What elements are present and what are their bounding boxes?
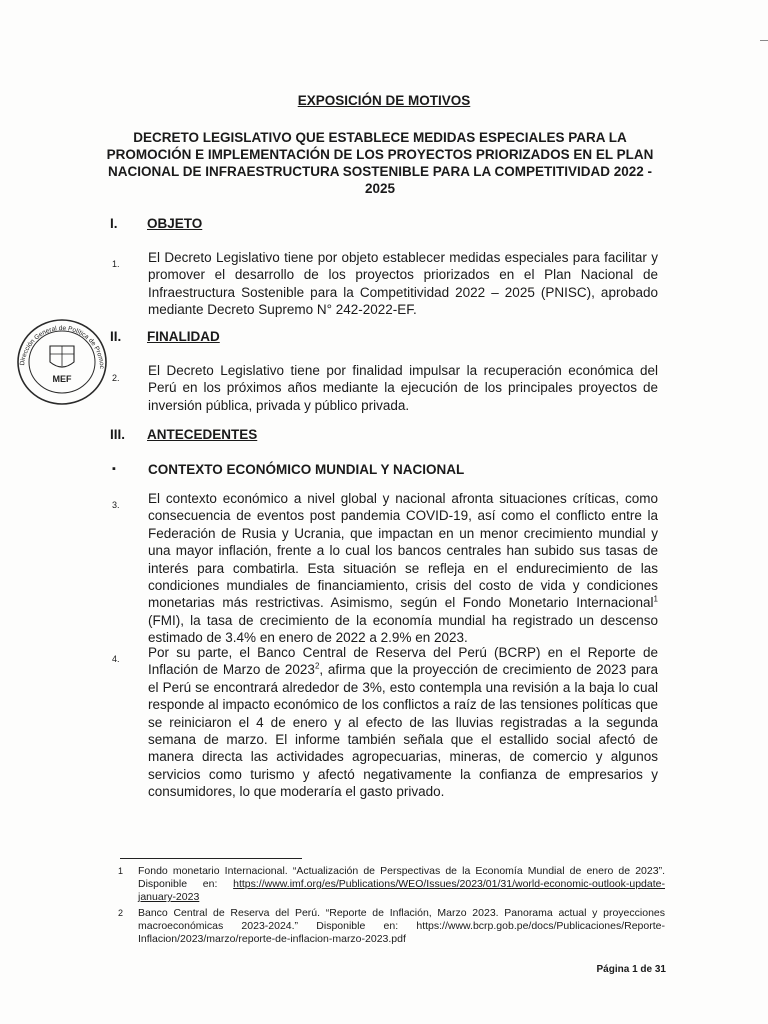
footnote-number: 2: [118, 908, 124, 918]
section-number-finalidad: II.: [110, 329, 122, 344]
page-number: Página 1 de 31: [596, 964, 666, 975]
scan-edge-mark: [760, 40, 768, 41]
svg-text:Dirección General de Política: [10, 316, 105, 370]
footnote-imf: Fondo monetario Internacional. “Actualización de Perspectivas de la Economía Mundial de enero de 2023”. Disponible en: https://www.imf.org/es/Publications/WEO/Issues/2023/01/31/world-economic-outlook-update-january-2023: [138, 865, 665, 903]
footnote-ref-2: 2: [314, 661, 320, 671]
paragraph-number: 2.: [112, 373, 120, 383]
paragraph-bcrp-reporte: Por su parte, el Banco Central de Reserva del Perú (BCRP) en el Reporte de Inflación de Marzo de 2023$^2$, afirma que la proyección de crecimiento de 2023 para el Perú se encontrará alrededor de 3%, esto contempla una revisión a la baja lo cual responde al impacto económico de los conflictos a raíz de las tensiones políticas que se reiniciaron el 4 de enero y al efecto de las lluvias registradas a la segunda semana de marzo. El informe también señala que el estallido social afectó de manera directa las actividades agropecuarias, mineras, de comercio y algunos servicios como turismo y afectó negativamente la confianza de empresarios y consumidores, lo que moderaría el gasto privado.: [148, 645, 658, 800]
seal-ring-text: Dirección General de Política de Promoc: [19, 324, 106, 369]
subsection-title: CONTEXTO ECONÓMICO MUNDIAL Y NACIONAL: [148, 462, 465, 477]
footnote-link-imf[interactable]: https://www.imf.org/es/Publications/WEO/Issues/2023/01/31/world-economic-outlook-update-january-2023: [138, 878, 665, 903]
paragraph-number: 4.: [112, 654, 120, 664]
footnote-ref-1: 1: [653, 594, 658, 604]
footnote-number: 1: [118, 866, 124, 876]
section-title-finalidad: FINALIDAD: [147, 329, 220, 344]
paragraph-finalidad: El Decreto Legislativo tiene por finalidad impulsar la recuperación económica del Perú en los próximos años mediante la ejecución de los principales proyectos de inversión pública, privada y público privada.: [148, 363, 658, 413]
footnote-separator: [120, 858, 302, 859]
official-seal-stamp: [10, 316, 114, 408]
section-number-antecedentes: III.: [110, 427, 126, 442]
paragraph-contexto-global: El contexto económico a nivel global y nacional afronta situaciones críticas, como consecuencia de eventos post pandemia COVID-19, así como el conflicto entre la Federación de Rusia y Ucrania, que impactan en un menor crecimiento mundial y una mayor inflación, frente a lo cual los bancos centrales han subido sus tasas de interés para combatirla. Esta situación se refleja en el endurecimiento de las condiciones mundiales de financiamiento, crisis del costo de vida y condiciones monetarias más restrictivas. Asimismo, según el Fondo Monetario Internacional$^1$ (FMI), la tasa de crecimiento de la economía mundial ha registrado un descenso estimado de 3.4% en enero de 2022 a 2.9% en 2023.: [148, 491, 658, 646]
decree-title: DECRETO LEGISLATIVO QUE ESTABLECE MEDIDAS ESPECIALES PARA LA PROMOCIÓN E IMPLEMENTACIÓN DE LOS PROYECTOS PRIORIZADOS EN EL PLAN NACIONAL DE INFRAESTRUCTURA SOSTENIBLE PARA LA COMPETITIVIDAD 2022 - 2025: [106, 130, 654, 196]
document-title: EXPOSICIÓN DE MOTIVOS: [297, 93, 471, 108]
section-title-antecedentes: ANTECEDENTES: [147, 427, 258, 442]
paragraph-objeto: El Decreto Legislativo tiene por objeto establecer medidas especiales para facilitar y promover el desarrollo de los proyectos priorizados en el Plan Nacional de Infraestructura Sostenible para la Competitividad 2022 – 2025 (PNISC), aprobado mediante Decreto Supremo N° 242-2022-EF.: [148, 250, 658, 318]
bullet-icon: ▪: [112, 463, 116, 475]
section-title-objeto: OBJETO: [147, 216, 203, 231]
footnote-bcrp: Banco Central de Reserva del Perú. “Reporte de Inflación, Marzo 2023. Panorama actual y proyecciones macroeconómicas 2023-2024.” Disponible en: https://www.bcrp.gob.pe/docs/Publicaciones/Reporte-Inflacion/2023/marzo/reporte-de-inflacion-marzo-2023.pdf: [138, 907, 665, 945]
section-number-objeto: I.: [110, 216, 118, 231]
paragraph-number: 3.: [112, 500, 120, 510]
seal-center-label: MEF: [52, 374, 72, 384]
paragraph-number: 1.: [112, 259, 120, 269]
